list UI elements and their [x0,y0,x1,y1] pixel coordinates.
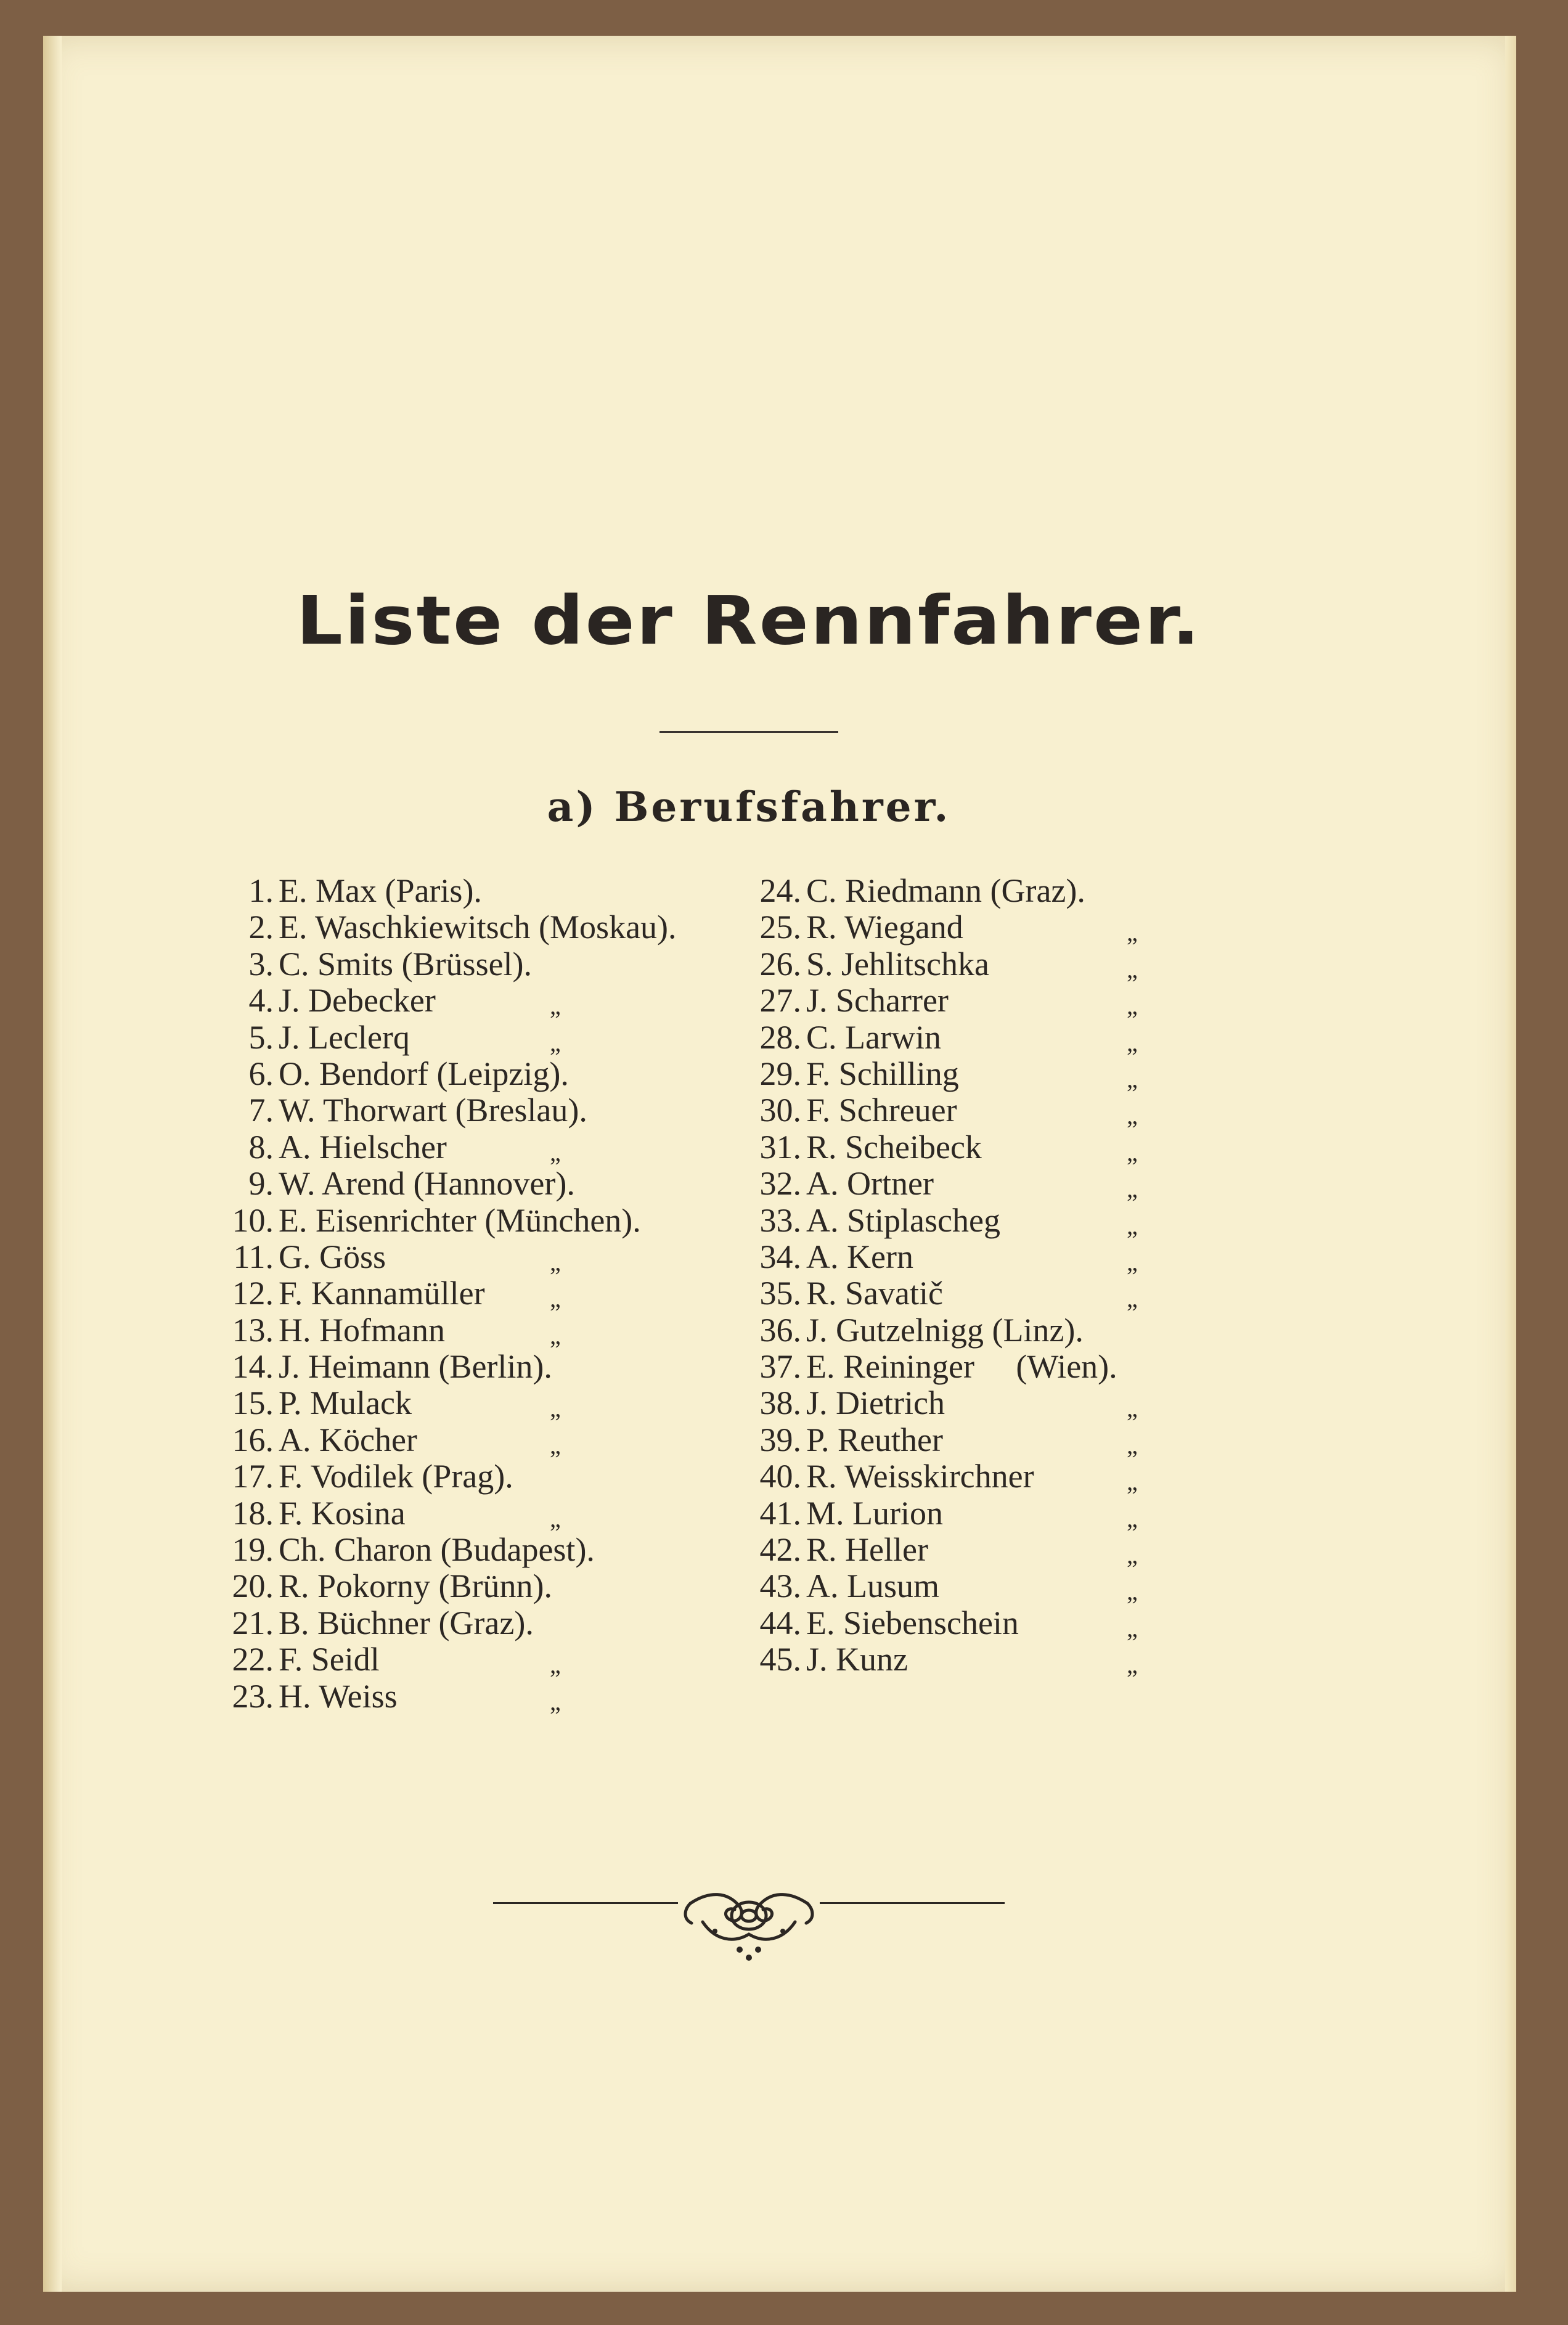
rider-entry [745,1239,1231,1275]
rider-entry [745,909,1231,946]
rider-name: F. Kannamüller [279,1275,485,1312]
rider-name: G. Göss [279,1238,386,1275]
rider-name: J. Gutzelnigg (Linz). [806,1311,1084,1349]
ditto-mark: „ [1127,1431,1138,1459]
rider-name: S. Jehlitschka [806,945,989,983]
rider-number: 2. [248,909,274,946]
rider-entry [745,1495,1231,1532]
rider-entry [217,1092,735,1129]
rider-name: A. Stiplascheg [806,1201,1000,1239]
ditto-mark: „ [1127,1651,1138,1679]
rider-number: 45. [759,1641,801,1678]
ditto-mark: „ [1127,1211,1138,1240]
rider-name: Ch. Charon (Budapest). [279,1531,595,1569]
rider-entry [217,946,735,983]
rider-number: 10. [232,1201,274,1239]
rider-name: W. Thorwart (Breslau). [279,1092,587,1129]
page-gutter-shadow [43,36,62,2292]
rider-number: 34. [759,1238,801,1275]
ditto-mark: „ [550,1285,561,1313]
rider-number: 21. [232,1604,274,1641]
rider-number: 20. [232,1567,274,1605]
ditto-mark: „ [550,1321,561,1349]
rider-entry [745,1129,1231,1166]
rider-name: J. Scharrer [806,982,949,1019]
rider-number: 16. [232,1421,274,1458]
ditto-mark: „ [1127,1468,1138,1496]
ditto-mark: „ [550,1138,561,1166]
rider-entry [217,909,735,946]
rider-entry [745,1641,1231,1678]
rider-entry [217,1019,735,1056]
rider-number: 36. [759,1311,801,1349]
rider-entry [745,1458,1231,1495]
rider-name: W. Arend (Hannover). [279,1165,575,1203]
rider-number: 23. [232,1677,274,1715]
rider-name: M. Lurion [806,1494,943,1532]
rider-number: 44. [759,1604,801,1641]
rider-name: F. Schilling [806,1055,959,1092]
rider-number: 39. [759,1421,801,1458]
rider-number: 6. [248,1055,274,1092]
page-title: Liste der Rennfahrer. [296,581,1202,660]
rider-number: 14. [232,1348,274,1386]
rider-name: E. Reininger (Wien). [806,1348,1117,1386]
rider-number: 30. [759,1092,801,1129]
rider-name: F. Vodilek (Prag). [279,1458,513,1495]
ditto-mark: „ [1127,955,1138,983]
rider-entry [217,1641,735,1678]
rider-number: 4. [248,982,274,1019]
ornament-scroll-icon [678,1885,820,1971]
rider-name: R. Savatič [806,1275,943,1312]
rider-number: 37. [759,1348,801,1386]
rider-number: 15. [232,1384,274,1422]
rider-entry [217,873,735,909]
rider-entry [217,1239,735,1275]
ditto-mark: „ [1127,1504,1138,1532]
rider-name: C. Smits (Brüssel). [279,945,533,983]
ditto-mark: „ [550,1248,561,1276]
rider-number: 41. [759,1494,801,1532]
rider-number: 11. [233,1238,274,1275]
ditto-mark: „ [1127,1577,1138,1606]
rider-name: F. Kosina [279,1494,406,1532]
ditto-mark: „ [1127,1175,1138,1203]
rider-name: C. Riedmann (Graz). [806,872,1085,909]
rider-name: F. Schreuer [806,1092,957,1129]
rider-entry [217,1056,735,1092]
rider-name: R. Weisskirchner [806,1458,1034,1495]
rider-entry [745,1203,1231,1239]
rider-name: O. Bendorf (Leipzig). [279,1055,569,1092]
rider-entry [217,1166,735,1202]
rider-name: E. Siebenschein [806,1604,1019,1641]
rider-name: A. Hielscher [279,1128,447,1166]
rider-name: E. Max (Paris). [279,872,482,909]
rider-entry [217,1312,735,1349]
rider-entry [745,1166,1231,1202]
rider-number: 25. [759,909,801,946]
ditto-mark: „ [1127,1614,1138,1642]
rider-name: J. Leclerq [279,1018,410,1056]
rider-entry [745,1532,1231,1568]
ditto-mark: „ [550,1394,561,1423]
rider-number: 9. [248,1165,274,1203]
rider-entry [217,1129,735,1166]
rider-entry [217,1385,735,1421]
rider-number: 38. [759,1384,801,1422]
rider-number: 8. [248,1128,274,1166]
ditto-mark: „ [1127,1394,1138,1423]
rider-entry [745,983,1231,1019]
ditto-mark: „ [550,1504,561,1532]
rider-entry [745,1385,1231,1421]
rider-entry [217,1605,735,1641]
rider-number: 1. [248,872,274,909]
rider-entry [217,1678,735,1715]
rider-number: 7. [248,1092,274,1129]
rider-list-left-column [217,873,735,1715]
rider-name: R. Wiegand [806,909,963,946]
rider-name: A. Kern [806,1238,913,1275]
rider-number: 3. [248,945,274,983]
rider-name: J. Dietrich [806,1384,945,1422]
ditto-mark: „ [1127,1248,1138,1276]
rider-entry [217,1532,735,1568]
ornament-rule-right [820,1902,1005,1904]
rider-entry [745,1019,1231,1056]
rider-name: P. Reuther [806,1421,943,1458]
rider-entry [217,1495,735,1532]
ditto-mark: „ [1127,918,1138,947]
decorative-ornament [493,1885,1005,1971]
document-page [43,36,1516,2292]
rider-number: 12. [232,1275,274,1312]
ditto-mark: „ [1127,1101,1138,1130]
rider-entry [217,1422,735,1458]
rider-number: 31. [759,1128,801,1166]
rider-list-right-column [745,873,1231,1678]
ditto-mark: „ [550,992,561,1020]
rider-entry [745,1422,1231,1458]
rider-entry [745,1605,1231,1641]
rider-number: 29. [759,1055,801,1092]
rider-number: 26. [759,945,801,983]
rider-number: 24. [759,872,801,909]
rider-number: 42. [759,1531,801,1569]
title-divider [659,731,838,733]
rider-number: 32. [759,1165,801,1203]
ditto-mark: „ [550,1028,561,1056]
rider-number: 18. [232,1494,274,1532]
rider-name: A. Lusum [806,1567,939,1605]
rider-name: R. Scheibeck [806,1128,982,1166]
rider-entry [745,946,1231,983]
rider-name: B. Büchner (Graz). [279,1604,534,1641]
rider-name: H. Hofmann [279,1311,445,1349]
ditto-mark: „ [1127,1541,1138,1569]
section-heading: a) Berufsfahrer. [547,783,951,831]
rider-name: J. Debecker [279,982,436,1019]
ornament-rule-left [493,1902,678,1904]
rider-entry [745,1312,1231,1349]
rider-number: 5. [248,1018,274,1056]
rider-number: 13. [232,1311,274,1349]
ditto-mark: „ [1127,1285,1138,1313]
rider-entry [217,1203,735,1239]
rider-number: 35. [759,1275,801,1312]
rider-name: C. Larwin [806,1018,941,1056]
rider-entry [217,1275,735,1312]
rider-entry [745,1092,1231,1129]
rider-entry [217,1349,735,1385]
rider-name: P. Mulack [279,1384,412,1422]
ditto-mark: „ [1127,1064,1138,1093]
ditto-mark: „ [550,1431,561,1459]
rider-entry [745,1349,1231,1385]
rider-name: E. Eisenrichter (München). [279,1201,641,1239]
rider-number: 19. [232,1531,274,1569]
page-edge [1505,36,1516,2292]
rider-number: 27. [759,982,801,1019]
rider-name: A. Ortner [806,1165,934,1203]
rider-name: J. Heimann (Berlin). [279,1348,552,1386]
ditto-mark: „ [1127,1138,1138,1166]
rider-name: A. Köcher [279,1421,417,1458]
rider-entry [745,1568,1231,1604]
rider-entry [745,1056,1231,1092]
rider-number: 33. [759,1201,801,1239]
ditto-mark: „ [550,1687,561,1715]
rider-name: E. Waschkiewitsch (Moskau). [279,909,677,946]
ditto-mark: „ [1127,1028,1138,1056]
rider-name: H. Weiss [279,1677,398,1715]
rider-number: 43. [759,1567,801,1605]
rider-entry [745,1275,1231,1312]
rider-entry [745,873,1231,909]
rider-number: 40. [759,1458,801,1495]
rider-number: 17. [232,1458,274,1495]
rider-name: R. Pokorny (Brünn). [279,1567,552,1605]
rider-number: 28. [759,1018,801,1056]
rider-entry [217,983,735,1019]
rider-entry [217,1568,735,1604]
rider-name: R. Heller [806,1531,928,1569]
rider-name: J. Kunz [806,1641,908,1678]
rider-entry [217,1458,735,1495]
ditto-mark: „ [550,1651,561,1679]
rider-number: 22. [232,1641,274,1678]
rider-name: F. Seidl [279,1641,380,1678]
ditto-mark: „ [1127,992,1138,1020]
